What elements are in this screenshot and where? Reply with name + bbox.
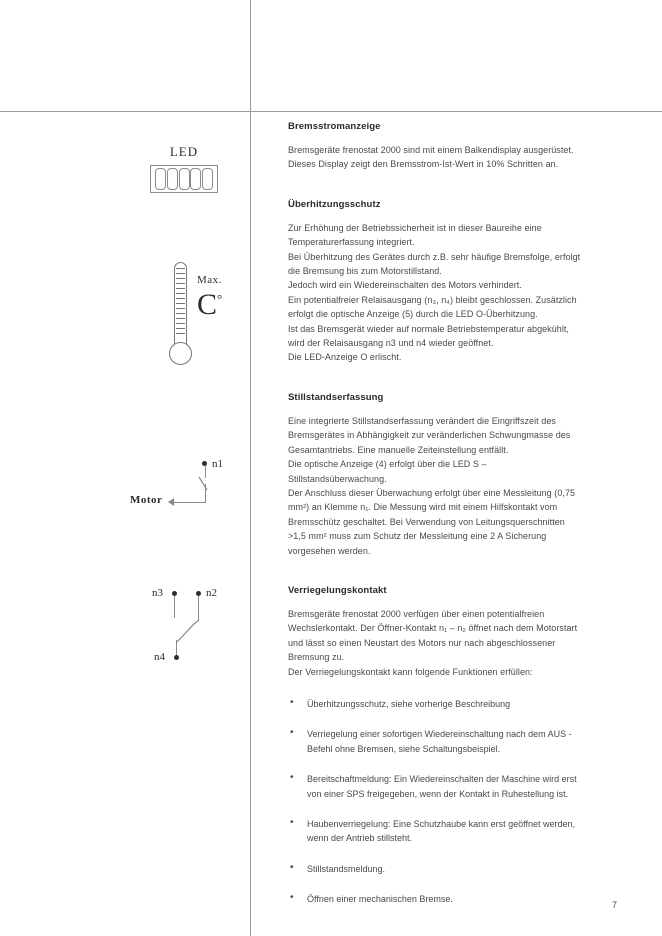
contact-dot-n4-icon [174,655,179,660]
contact-label-n4: n4 [154,651,165,663]
section-ueberhitzungsschutz [288,199,584,365]
led-segment-icon [190,168,201,190]
thermometer-degree-symbol: ° [217,291,223,306]
motor-label: Motor [130,494,163,506]
contact-label-n3: n3 [152,587,163,599]
thermometer-unit-letter: C [197,288,218,321]
section-verriegelungskontakt [288,585,584,907]
contact-wire-n3 [174,596,175,618]
text-column [288,121,584,934]
section-body: Zur Erhöhung der Betriebssicherheit ist in dieser Baureihe eine Temperaturerfassung integriert. Bei Überhitzung des Gerätes durch z.B. sehr häufige Bremsfolge, erfolgt die Bremsung bis zum Motorstillstand. Jedoch wird ein Wiedereinschalten des Motors verhindert. Ein potentialfreier Relaisausgang (n₃, n₄) bleibt geschlossen. Zusätzlich erfolgt die optische Anzeige (5) durch die LED O-Überhitzung. Ist das Bremsgerät wieder auf normale Betriebstemperatur abgekühlt, wird der Relaisausgang n3 und n4 wieder geöffnet. Die LED-Anzeige O erlischt. [288,222,581,363]
motor-switch-blade-icon [198,476,214,492]
list-item: • Bereitschaftmeldung: Ein Wiedereinschalten der Maschine wird erst von einer SPS freigegeben, wenn der Kontakt in Ruhestellung ist. [288,772,584,801]
led-segment-icon [167,168,178,190]
led-segment-icon [179,168,190,190]
figure-column [0,0,250,936]
section-heading: Bremsstromanzeige [288,121,381,132]
section-heading: Überhitzungsschutz [288,198,381,210]
led-figure-label: LED [169,144,199,159]
section-stillstandserfassung [288,392,584,558]
thermometer-bulb-icon [169,342,192,365]
figure-changeover-contact [150,587,250,670]
list-item: • Stillstandsmeldung. [288,862,584,876]
list-item: • Öffnen einer mechanischen Bremse. [288,892,584,906]
led-display-housing [150,165,218,193]
figure-thermometer [168,262,250,382]
section-body: Bremsgeräte frenostat 2000 sind mit einem Balkendisplay ausgerüstet. Dieses Display zeigt den Bremsstrom-Ist-Wert in 10% Schritten an. [288,145,574,170]
thermometer-scale-ticks [176,268,185,342]
motor-upper-wire [205,466,206,478]
list-item: • Haubenverriegelung: Eine Schutzhaube kann erst geöffnet werden, wenn der Antrieb stillsteht. [288,817,584,846]
page-number: 7 [612,900,618,910]
verriegelungskontakt-function-list [288,697,584,907]
led-segment-icon [202,168,213,190]
section-heading: Stillstandserfassung [288,391,384,403]
section-bremsstromanzeige [288,121,584,172]
column-divider-rule [250,0,251,936]
contact-wire-n2 [198,596,199,620]
list-item: • Überhitzungsschutz, siehe vorherige Beschreibung [288,697,584,711]
section-heading: Verriegelungskontakt [288,584,387,596]
motor-horizontal-wire [170,502,206,503]
led-segment-icon [155,168,166,190]
motor-terminal-label: n1 [212,458,223,470]
section-body: Bremsgeräte frenostat 2000 verfügen über einen potentialfreien Wechslerkontakt. Der Öffner-Kontakt n₁ – n₂ öffnet nach dem Motorstart und lässt so einen Neustart des Motors nur nach abgeschlossener Bremsung zu. Der Verriegelungskontakt kann folgende Funktionen erfüllen: [288,608,578,677]
thermometer-max-label: Max. [197,274,222,286]
figure-led-bar-display [150,144,218,193]
section-body: Eine integrierte Stillstandserfassung verändert die Eingriffszeit des Bremsgerätes in Abhängigkeit zur veränderlichen Schwungmasse des Gesamtantriebs. Eine manuelle Zeiteinstellung entfällt. Die optische Anzeige (4) erfolgt über die LED S – Stillstandsüberwachung. Der Anschluss dieser Überwachung erfolgt über eine Messleitung (0,75 mm²) an Klemme n₁. Die Messung wird mit einem Hilfskontakt vom Bremsschütz geschaltet. Bei Verwendung von Leitungsquerschnitten >1,5 mm² muss zum Schutz der Messleitung eine 2 A Sicherung vorgesehen werden. [288,415,576,556]
thermometer-unit-label [197,290,222,320]
list-item: • Verriegelung einer sofortigen Wiedereinschaltung nach dem AUS - Befehl ohne Bremsen, siehe Schaltungsbeispiel. [288,727,584,756]
contact-label-n2: n2 [206,587,217,599]
motor-terminal-dot-icon [202,461,207,466]
figure-motor-contact [130,458,250,528]
